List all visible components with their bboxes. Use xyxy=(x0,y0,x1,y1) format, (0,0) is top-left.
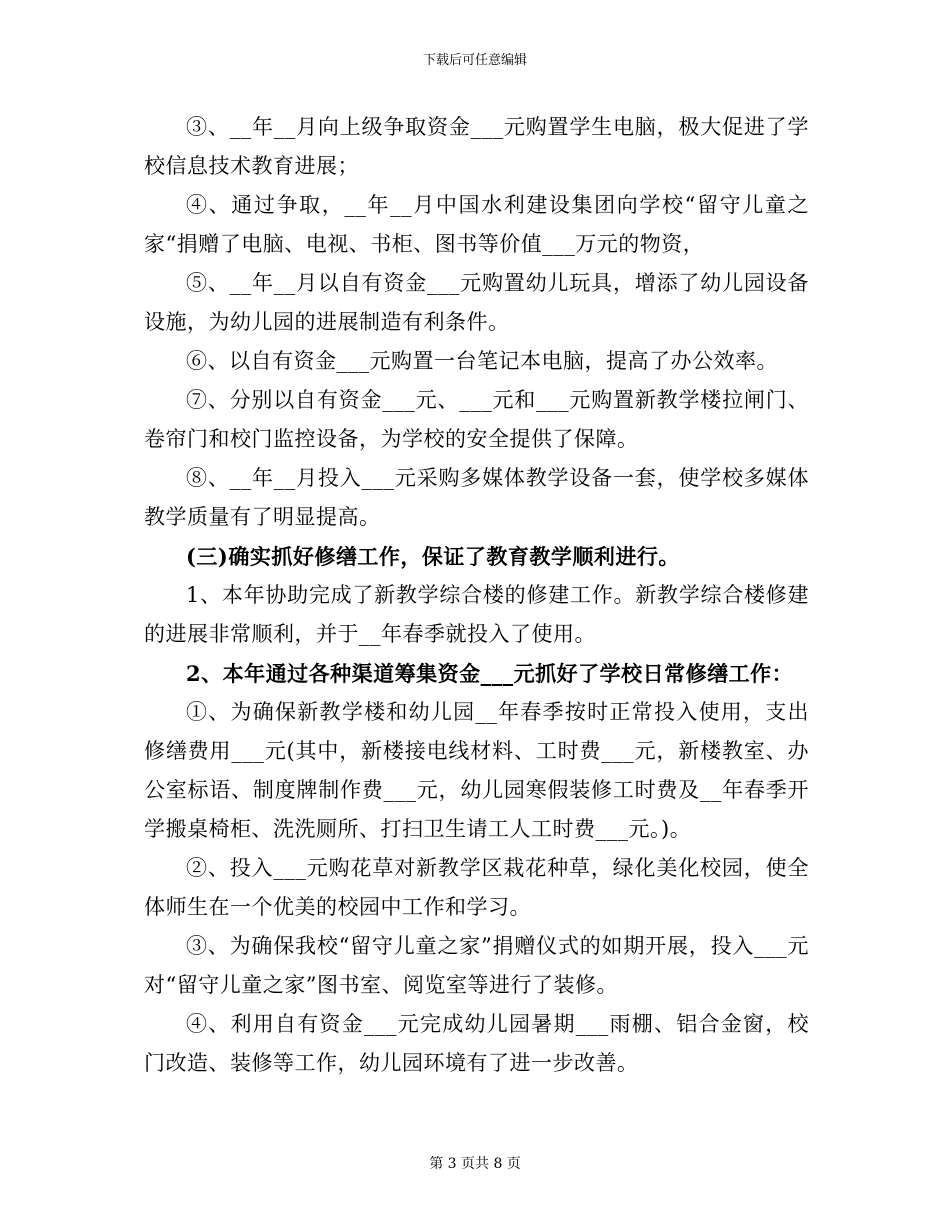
paragraph: ③、__年__月向上级争取资金___元购置学生电脑，极大促进了学校信息技术教育进展； xyxy=(144,115,809,178)
paragraph: ⑦、分别以自有资金___元、___元和___元购置新教学楼拉闸门、卷帘门和校门监控设备，为学校的安全提供了保障。 xyxy=(144,388,809,451)
paragraph: ②、投入___元购花草对新教学区栽花种草，绿化美化校园，使全体师生在一个优美的校园中工作和学习。 xyxy=(144,856,809,919)
paragraph: ⑤、__年__月以自有资金___元购置幼儿玩具，增添了幼儿园设备设施，为幼儿园的进展制造有利条件。 xyxy=(144,271,809,334)
subsection-heading: 2、本年通过各种渠道筹集资金___元抓好了学校日常修缮工作： xyxy=(186,661,794,686)
paragraph: ③、为确保我校“留守儿童之家”捐赠仪式的如期开展，投入___元对“留守儿童之家”图书室、阅览室等进行了装修。 xyxy=(144,934,809,997)
page-footer: 第 3 页共 8 页 xyxy=(429,1156,521,1172)
paragraph: ⑥、以自有资金___元购置一台笔记本电脑，提高了办公效率。 xyxy=(186,349,778,373)
paragraph: ④、利用自有资金___元完成幼儿园暑期___雨棚、铝合金窗，校门改造、装修等工作，幼儿园环境有了进一步改善。 xyxy=(144,1012,809,1075)
document-body xyxy=(144,108,809,1083)
paragraph: ①、为确保新教学楼和幼儿园__年春季按时正常投入使用，支出修缮费用___元(其中，新楼接电线材料、工时费___元，新楼教室、办公室标语、制度牌制作费___元，幼儿园寒假装修工时费及__年春季开学搬桌椅柜、洗洗厕所、打扫卫生请工人工时费___元。)。 xyxy=(144,700,809,841)
paragraph: ⑧、__年__月投入___元采购多媒体教学设备一套，使学校多媒体教学质量有了明显提高。 xyxy=(144,466,809,529)
page-header: 下载后可任意编辑 xyxy=(422,53,527,68)
paragraph: ④、通过争取，__年__月中国水利建设集团向学校“留守儿童之家“捐赠了电脑、电视、书柜、图书等价值___万元的物资， xyxy=(144,193,809,256)
section-heading: (三)确实抓好修缮工作，保证了教育教学顺利进行。 xyxy=(186,544,680,569)
paragraph: 1、本年协助完成了新教学综合楼的修建工作。新教学综合楼修建的进展非常顺利，并于__年春季就投入了使用。 xyxy=(144,583,809,646)
